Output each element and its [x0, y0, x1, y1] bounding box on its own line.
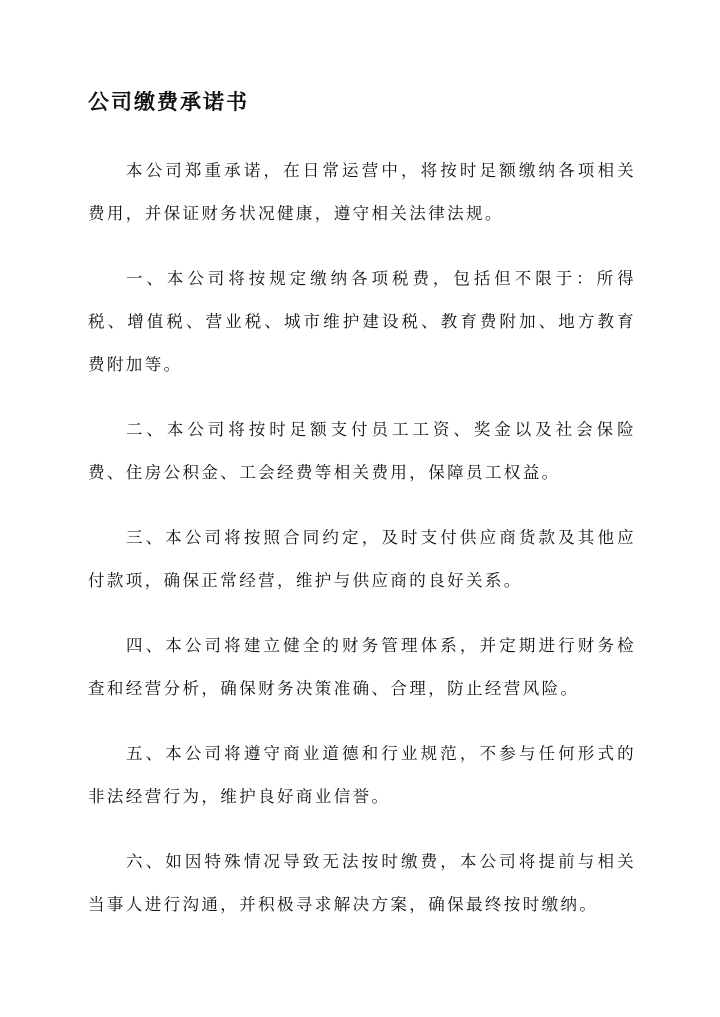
paragraph-item-1: 一、本公司将按规定缴纳各项税费，包括但不限于：所得税、增值税、营业税、城市维护建设税、教育费附加、地方教育费附加等。	[88, 269, 636, 374]
document-body	[88, 149, 636, 948]
paragraph-item-3: 三、本公司将按照合同约定，及时支付供应商货款及其他应付款项，确保正常经营，维护与供应商的良好关系。	[88, 528, 636, 590]
document-title: 公司缴费承诺书	[88, 90, 249, 114]
paragraph-item-5: 五、本公司将遵守商业道德和行业规范，不参与任何形式的非法经营行为，维护良好商业信誉。	[88, 744, 636, 806]
paragraph-intro: 本公司郑重承诺，在日常运营中，将按时足额缴纳各项相关费用，并保证财务状况健康，遵守相关法律法规。	[88, 161, 636, 223]
paragraph-item-4: 四、本公司将建立健全的财务管理体系，并定期进行财务检查和经营分析，确保财务决策准确、合理，防止经营风险。	[88, 636, 636, 698]
paragraph-item-2: 二、本公司将按时足额支付员工工资、奖金以及社会保险费、住房公积金、工会经费等相关费用，保障员工权益。	[88, 420, 636, 482]
paragraph-item-6: 六、如因特殊情况导致无法按时缴费，本公司将提前与相关当事人进行沟通，并积极寻求解决方案，确保最终按时缴纳。	[88, 852, 636, 914]
